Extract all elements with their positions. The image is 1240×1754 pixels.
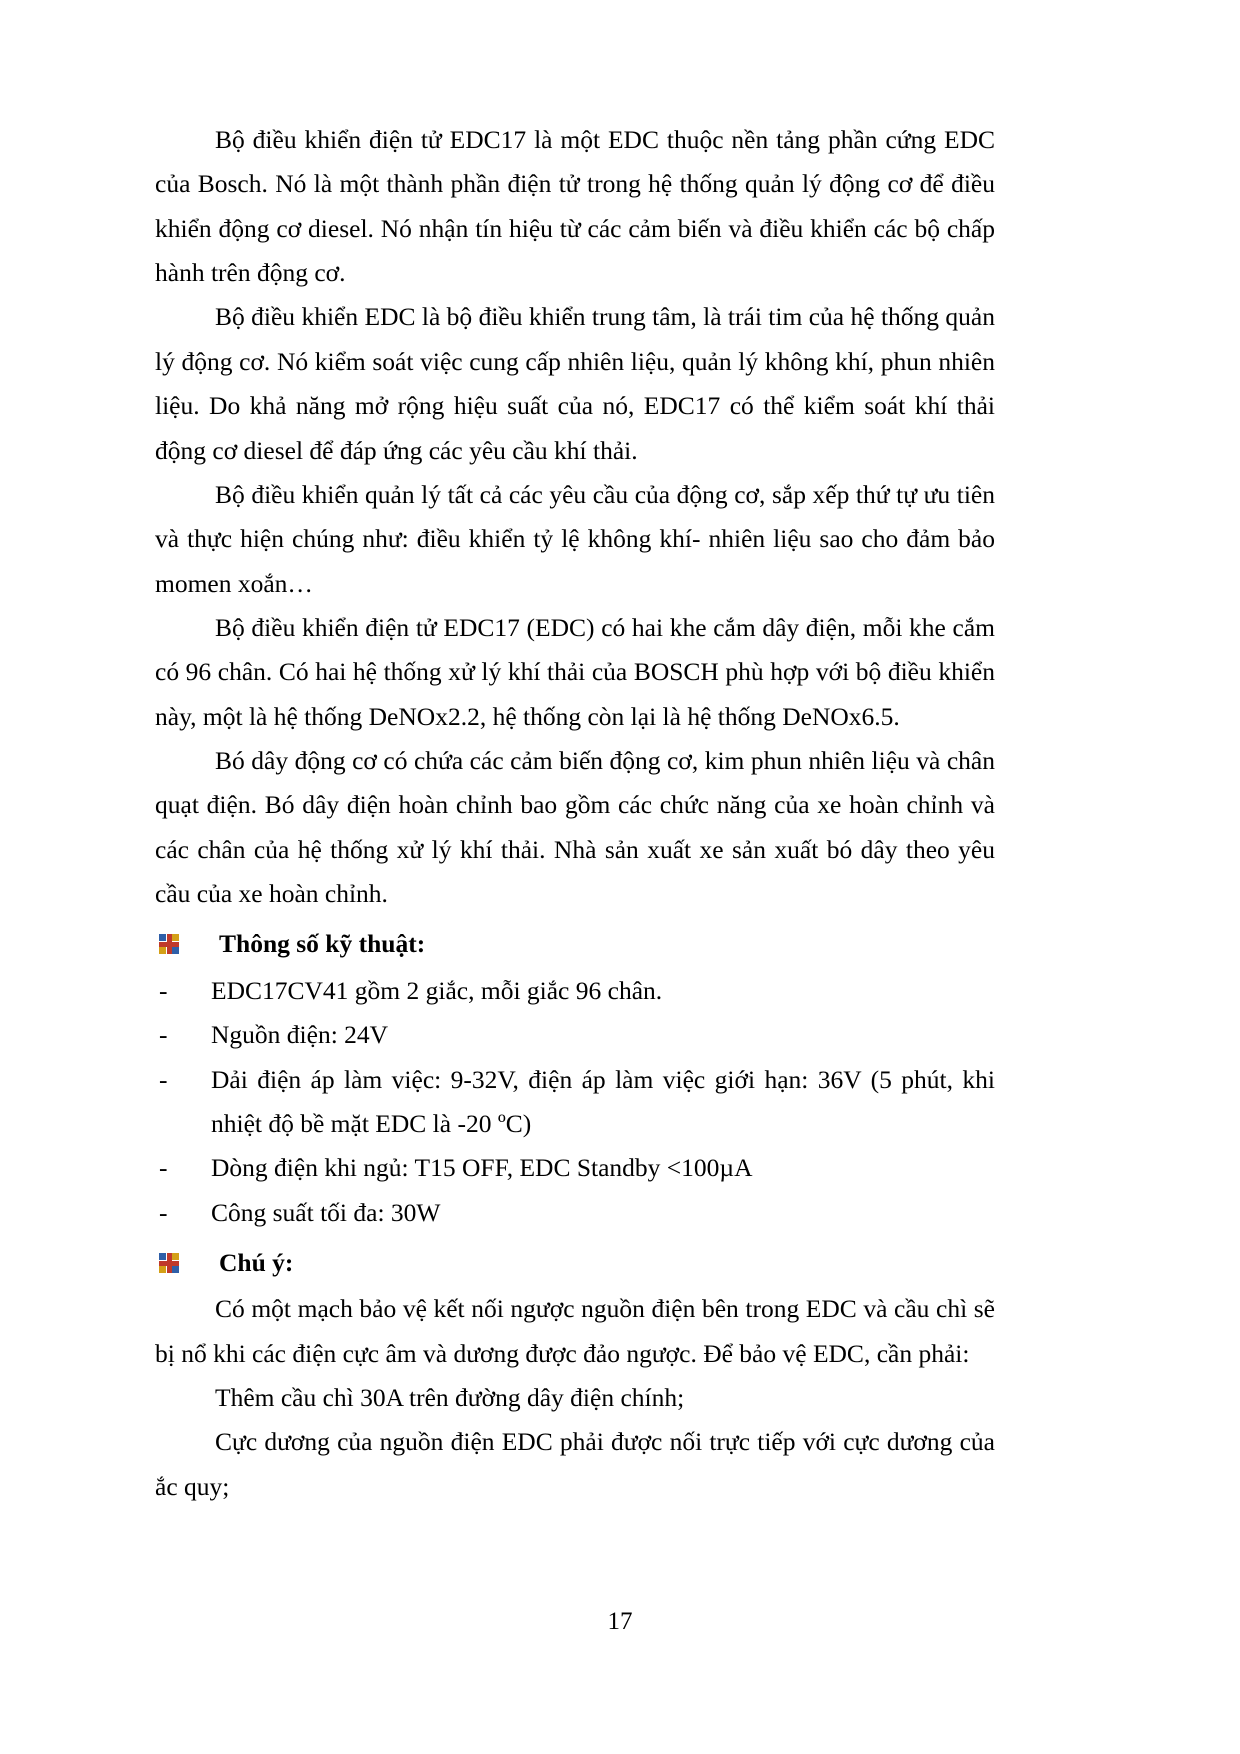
note-heading-label: Chú ý: <box>219 1247 294 1277</box>
note-paragraph-3: Cực dương của nguồn điện EDC phải được nối trực tiếp với cực dương của ắc quy; <box>155 1427 995 1501</box>
spec-item-text: Dòng điện khi ngủ: T15 OFF, EDC Standby <100µA <box>211 1153 753 1183</box>
dash-marker: - <box>159 1020 168 1050</box>
page-content <box>155 118 995 1509</box>
plus-cross-icon <box>155 1241 195 1273</box>
spec-list-item <box>155 1013 995 1057</box>
note-heading-row <box>155 1241 995 1285</box>
spec-item-text: Nguồn điện: 24V <box>211 1020 389 1050</box>
note-paragraph-2: Thêm cầu chì 30A trên đường dây điện chính; <box>215 1383 685 1413</box>
spec-item-text: Công suất tối đa: 30W <box>211 1197 441 1227</box>
spec-item-text: EDC17CV41 gồm 2 giắc, mỗi giắc 96 chân. <box>211 975 663 1005</box>
paragraph-3: Bộ điều khiển quản lý tất cả các yêu cầu của động cơ, sắp xếp thứ tự ưu tiên và thực hiện chúng như: điều khiển tỷ lệ không khí- nhiên liệu sao cho đảm bảo momen xoắn… <box>155 479 995 598</box>
plus-cross-icon <box>155 922 195 954</box>
spec-list-item <box>155 1058 995 1147</box>
spec-list-item <box>155 1191 995 1235</box>
spec-list-item <box>155 969 995 1013</box>
paragraph-5: Bó dây động cơ có chứa các cảm biến động cơ, kim phun nhiên liệu và chân quạt điện. Bó dây điện hoàn chỉnh bao gồm các chức năng của xe hoàn chỉnh và các chân của hệ thống xử lý khí thải. Nhà sản xuất xe sản xuất bó dây theo yêu cầu của xe hoàn chỉnh. <box>155 746 995 909</box>
spec-list-item <box>155 1146 995 1190</box>
spec-heading-label: Thông số kỹ thuật: <box>219 929 426 959</box>
paragraph-4: Bộ điều khiển điện tử EDC17 (EDC) có hai khe cắm dây điện, mỗi khe cắm có 96 chân. Có hai hệ thống xử lý khí thải của BOSCH phù hợp với bộ điều khiển này, một là hệ thống DeNOx2.2, hệ thống còn lại là hệ thống DeNOx6.5. <box>155 612 995 731</box>
dash-marker: - <box>159 1197 168 1227</box>
dash-marker: - <box>159 1153 168 1183</box>
page-number: 17 <box>607 1608 633 1635</box>
dash-marker: - <box>159 1064 168 1094</box>
spec-heading-row <box>155 922 995 966</box>
spec-item-text: Dải điện áp làm việc: 9-32V, điện áp làm việc giới hạn: 36V (5 phút, khi nhiệt độ bề mặt EDC là -20 ºC) <box>211 1064 995 1138</box>
dash-marker: - <box>159 975 168 1005</box>
paragraph-1: Bộ điều khiển điện tử EDC17 là một EDC thuộc nền tảng phần cứng EDC của Bosch. Nó là một thành phần điện tử trong hệ thống quản lý động cơ để điều khiển động cơ diesel. Nó nhận tín hiệu từ các cảm biến và điều khiển các bộ chấp hành trên động cơ. <box>155 125 995 288</box>
paragraph-2: Bộ điều khiển EDC là bộ điều khiển trung tâm, là trái tim của hệ thống quản lý động cơ. Nó kiểm soát việc cung cấp nhiên liệu, quản lý không khí, phun nhiên liệu. Do khả năng mở rộng hiệu suất của nó, EDC17 có thể kiểm soát khí thải động cơ diesel để đáp ứng các yêu cầu khí thải. <box>155 302 995 465</box>
note-paragraph-1: Có một mạch bảo vệ kết nối ngược nguồn điện bên trong EDC và cầu chì sẽ bị nổ khi các điện cực âm và dương được đảo ngược. Để bảo vệ EDC, cần phải: <box>155 1294 995 1368</box>
